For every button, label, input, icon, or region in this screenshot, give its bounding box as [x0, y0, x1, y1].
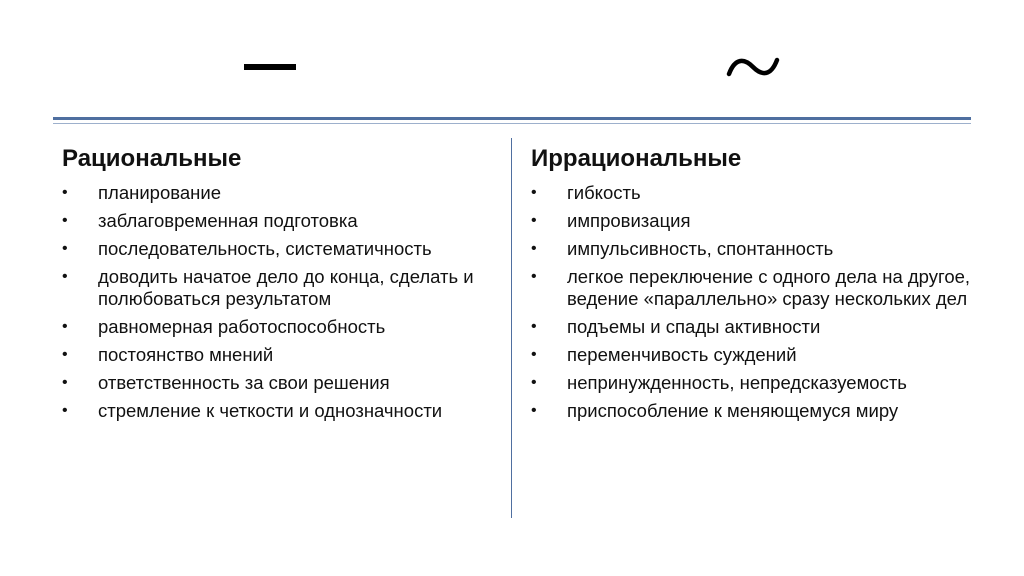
bullet-icon: •	[62, 318, 68, 335]
irrational-title: Иррациональные	[531, 145, 742, 172]
list-item: • гибкость	[531, 182, 641, 203]
top-divider-thin	[53, 123, 971, 124]
bullet-icon: •	[62, 240, 68, 257]
tilde-symbol	[726, 50, 780, 84]
list-item: • доводить начатое дело до конца, сделать и полюбоваться результатом	[62, 266, 474, 309]
dash-symbol-bar	[244, 64, 296, 70]
bullet-icon: •	[531, 318, 537, 335]
list-item: • легкое переключение с одного дела на другое, ведение «параллельно» сразу нескольких дел	[531, 266, 971, 309]
list-item: • равномерная работоспособность	[62, 316, 386, 337]
list-item: • последовательность, систематичность	[62, 238, 432, 259]
bullet-icon: •	[531, 212, 537, 229]
bullet-icon: •	[531, 240, 537, 257]
list-item: • планирование	[62, 182, 221, 203]
list-item: • импровизация	[531, 210, 691, 231]
list-item: • стремление к четкости и однозначности	[62, 400, 443, 421]
bullet-icon: •	[531, 346, 537, 363]
rational-list	[62, 182, 502, 422]
rational-title: Рациональные	[62, 145, 242, 172]
list-item: • подъемы и спады активности	[531, 316, 821, 337]
bullet-icon: •	[62, 346, 68, 363]
list-item: • заблаговременная подготовка	[62, 210, 358, 231]
bullet-icon: •	[531, 374, 537, 391]
bullet-icon: •	[531, 268, 537, 285]
bullet-icon: •	[62, 212, 68, 229]
list-item: • постоянство мнений	[62, 344, 274, 365]
irrational-column	[531, 142, 971, 428]
dash-symbol	[244, 56, 296, 80]
bullet-icon: •	[62, 184, 68, 201]
list-item: • непринужденность, непредсказуемость	[531, 372, 907, 393]
rational-column	[62, 142, 502, 428]
list-item: • приспособление к меняющемуся миру	[531, 400, 899, 421]
list-item: • ответственность за свои решения	[62, 372, 390, 393]
bullet-icon: •	[62, 402, 68, 419]
list-item: • переменчивость суждений	[531, 344, 797, 365]
list-item: • импульсивность, спонтанность	[531, 238, 834, 259]
top-divider	[53, 117, 971, 120]
bullet-icon: •	[62, 374, 68, 391]
bullet-icon: •	[531, 402, 537, 419]
tilde-icon	[726, 50, 780, 84]
column-divider	[511, 138, 512, 518]
bullet-icon: •	[531, 184, 537, 201]
bullet-icon: •	[62, 268, 68, 285]
irrational-list	[531, 182, 971, 422]
